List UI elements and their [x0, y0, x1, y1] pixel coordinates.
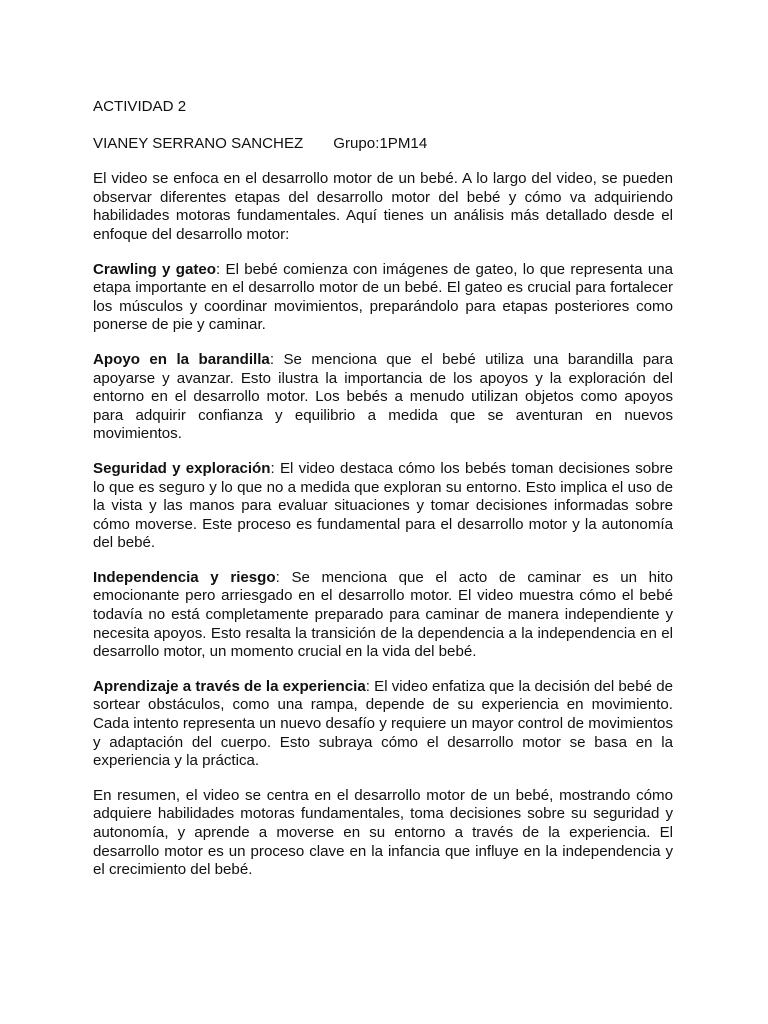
group-label: Grupo:1PM14	[333, 134, 428, 152]
section-barandilla	[93, 351, 673, 444]
section-heading: Apoyo en la barandilla	[93, 350, 270, 368]
section-body: : El bebé comienza con imágenes de gateo, lo que representa una etapa importante en el desarrollo motor de un bebé. El gateo es crucial para fortalecer los músculos y coordinar movimientos, preparándolo para etapas posteriores como ponerse de pie y caminar.	[93, 260, 673, 334]
section-heading: Independencia y riesgo	[93, 568, 276, 586]
conclusion-paragraph: En resumen, el video se centra en el desarrollo motor de un bebé, mostrando cómo adquiere habilidades motoras fundamentales, toma decisiones sobre su seguridad y autonomía, y aprende a moverse en su entorno a través de la experiencia. El desarrollo motor es un proceso clave en la infancia que influye en la independencia y el crecimiento del bebé.	[93, 786, 673, 879]
document-page	[93, 98, 673, 896]
section-body: : Se menciona que el bebé utiliza una barandilla para apoyarse y avanzar. Esto ilustra la importancia de los apoyos y la exploración del entorno en el desarrollo motor. Los bebés a menudo utilizan objetos como apoyos para adquirir confianza y equilibrio a medida que se aventuran en nuevos movimientos.	[93, 350, 673, 443]
section-heading: Crawling y gateo	[93, 260, 217, 278]
intro-paragraph: El video se enfoca en el desarrollo motor de un bebé. A lo largo del video, se pueden observar diferentes etapas del desarrollo motor del bebé y cómo va adquiriendo habilidades motoras fundamentales. Aquí tienes un análisis más detallado desde el enfoque del desarrollo motor:	[93, 170, 673, 243]
section-aprendizaje	[93, 678, 673, 771]
section-crawling	[93, 261, 673, 335]
section-independencia	[93, 569, 673, 662]
section-body: : Se menciona que el acto de caminar es un hito emocionante pero arriesgado en el desarrollo motor. El video muestra cómo el bebé todavía no está completamente preparado para caminar de manera independiente y necesita apoyos. Esto resalta la transición de la dependencia a la independencia en el desarrollo motor, un momento crucial en la vida del bebé.	[93, 568, 673, 661]
section-heading: Aprendizaje a través de la experiencia	[93, 677, 366, 695]
section-body: : El video destaca cómo los bebés toman decisiones sobre lo que es seguro y lo que no a medida que exploran su entorno. Esto implica el uso de la vista y las manos para evaluar situaciones y tomar decisiones informadas sobre cómo moverse. Este proceso es fundamental para el desarrollo motor y la autonomía del bebé.	[93, 459, 673, 552]
section-heading: Seguridad y exploración	[93, 459, 271, 477]
section-seguridad	[93, 460, 673, 553]
author-line	[93, 135, 673, 154]
document-title: ACTIVIDAD 2	[93, 98, 187, 115]
section-body: : El video enfatiza que la decisión del bebé de sortear obstáculos, como una rampa, depende de su experiencia en movimiento. Cada intento representa un nuevo desafío y requiere un mayor control de movimientos y adaptación del cuerpo. Esto subraya cómo el desarrollo motor se basa en la experiencia y la práctica.	[93, 677, 673, 770]
author-name: VIANEY SERRANO SANCHEZ	[93, 134, 304, 152]
